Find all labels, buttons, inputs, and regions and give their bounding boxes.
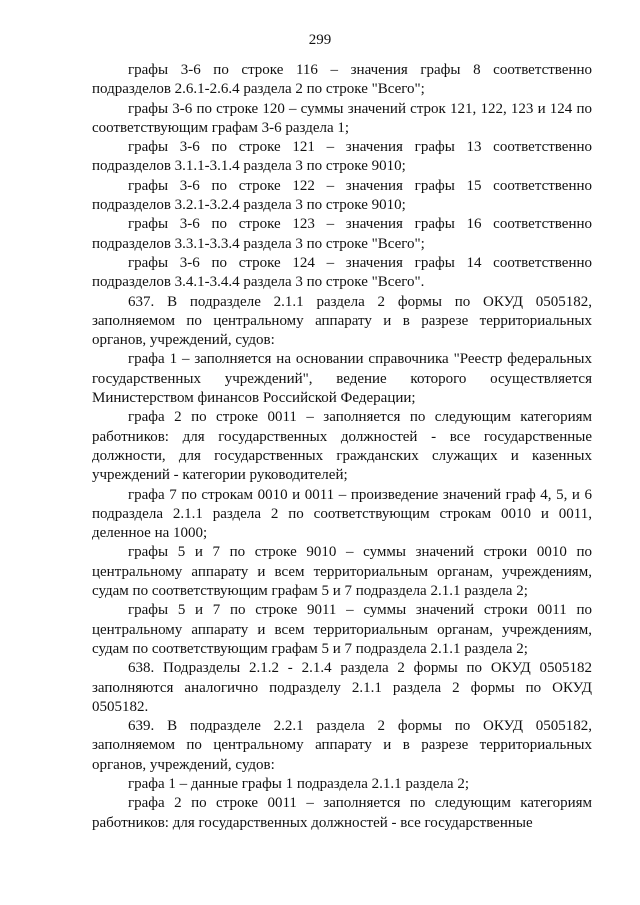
paragraph-7: 637. В подразделе 2.1.1 раздела 2 формы по ОКУД 0505182, заполняемом по центральному аппарату и в разрезе территориальных органов, учреждений, судов: [92, 293, 592, 349]
paragraph-9: графа 2 по строке 0011 – заполняется по следующим категориям работников: для государственных должностей - все государственные должности, для государственных гражданских служащих и казенных учреждений - категории руководителей; [92, 409, 592, 484]
paragraph-13: 638. Подразделы 2.1.2 - 2.1.4 раздела 2 формы по ОКУД 0505182 заполняются аналогично подразделу 2.1.1 раздела 2 формы по ОКУД 0505182. [92, 660, 592, 715]
paragraph-11: графы 5 и 7 по строке 9010 – суммы значений строки 0010 по центральному аппарату и всем территориальным органам, учреждениям, судам по соответствующим графам 5 и 7 подраздела 2.1.1 раздела 2; [92, 544, 592, 600]
paragraph-16: графа 2 по строке 0011 – заполняется по следующим категориям работников: для государственных должностей - все государственные [92, 795, 592, 831]
paragraph-1: графы 3-6 по строке 116 – значения графы 8 соответственно подразделов 2.6.1-2.6.4 раздела 2 по строке "Всего"; [92, 62, 592, 98]
page-number: 299 [308, 32, 332, 48]
paragraph-4: графы 3-6 по строке 122 – значения графы 15 соответственно подразделов 3.2.1-3.2.4 раздела 3 по строке 9010; [92, 177, 592, 214]
paragraph-10: графа 7 по строкам 0010 и 0011 – произведение значений граф 4, 5, и 6 подраздела 2.1.1 раздела 2 по соответствующим строкам 0010 и 0011, деленное на 1000; [92, 486, 592, 542]
paragraph-5: графы 3-6 по строке 123 – значения графы 16 соответственно подразделов 3.3.1-3.3.4 раздела 3 по строке "Всего"; [92, 216, 592, 252]
paragraph-12: графы 5 и 7 по строке 9011 – суммы значений строки 0011 по центральному аппарату и всем территориальным органам, учреждениям, судам по соответствующим графам 5 и 7 подраздела 2.1.1 раздела 2; [92, 602, 592, 657]
paragraph-15: графа 1 – данные графы 1 подраздела 2.1.1 раздела 2; [128, 775, 470, 792]
paragraph-2: графы 3-6 по строке 120 – суммы значений строк 121, 122, 123 и 124 по соответствующим графам 3-6 раздела 1; [92, 100, 592, 136]
paragraph-3: графы 3-6 по строке 121 – значения графы 13 соответственно подразделов 3.1.1-3.1.4 раздела 3 по строке 9010; [92, 139, 592, 175]
paragraph-8: графа 1 – заполняется на основании справочника "Реестр федеральных государственных учреждений", ведение которого осуществляется Министерством финансов Российской Федерации; [92, 351, 592, 407]
paragraph-14: 639. В подразделе 2.2.1 раздела 2 формы по ОКУД 0505182, заполняемом по центральному аппарату и в разрезе территориальных органов, учреждений, судов: [92, 718, 592, 773]
paragraph-6: графы 3-6 по строке 124 – значения графы 14 соответственно подразделов 3.4.1-3.4.4 раздела 3 по строке "Всего". [92, 254, 592, 291]
document-body [92, 61, 592, 833]
